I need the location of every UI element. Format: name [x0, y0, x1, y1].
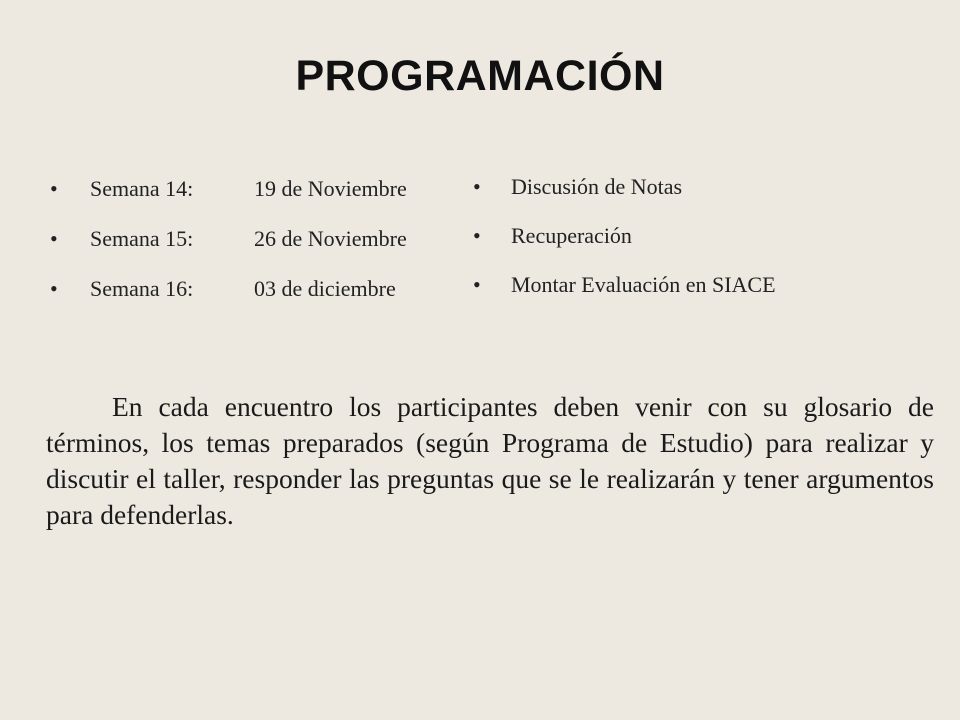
schedule-list	[50, 172, 407, 322]
bullet-icon: •	[50, 276, 58, 301]
slide-title: PROGRAMACIÓN	[295, 52, 665, 100]
bullet-icon: •	[50, 176, 58, 201]
week-date: 19 de Noviembre	[254, 176, 407, 201]
schedule-item	[50, 272, 407, 322]
activity-label: Montar Evaluación en SIACE	[511, 272, 776, 297]
bullet-icon: •	[50, 226, 58, 251]
week-label: Semana 16:	[90, 276, 194, 301]
week-label: Semana 15:	[90, 226, 194, 251]
activities-list	[473, 168, 776, 315]
schedule-item	[50, 222, 407, 272]
week-date: 03 de diciembre	[254, 276, 396, 301]
week-label: Semana 14:	[90, 176, 194, 201]
activity-label: Recuperación	[511, 223, 632, 248]
bullet-icon: •	[473, 272, 481, 297]
activity-item	[473, 168, 776, 217]
activity-item	[473, 217, 776, 266]
instructions-paragraph: En cada encuentro los participantes deben venir con su glosario de términos, los temas preparados (según Programa de Estudio) para realizar y discutir el taller, responder las preguntas que se le realizarán y tener argumentos para defenderlas.	[46, 391, 934, 530]
bullet-icon: •	[473, 174, 481, 199]
activity-label: Discusión de Notas	[511, 174, 683, 199]
week-date: 26 de Noviembre	[254, 226, 407, 251]
bullet-icon: •	[473, 223, 481, 248]
activity-item	[473, 266, 776, 315]
schedule-item	[50, 172, 407, 222]
